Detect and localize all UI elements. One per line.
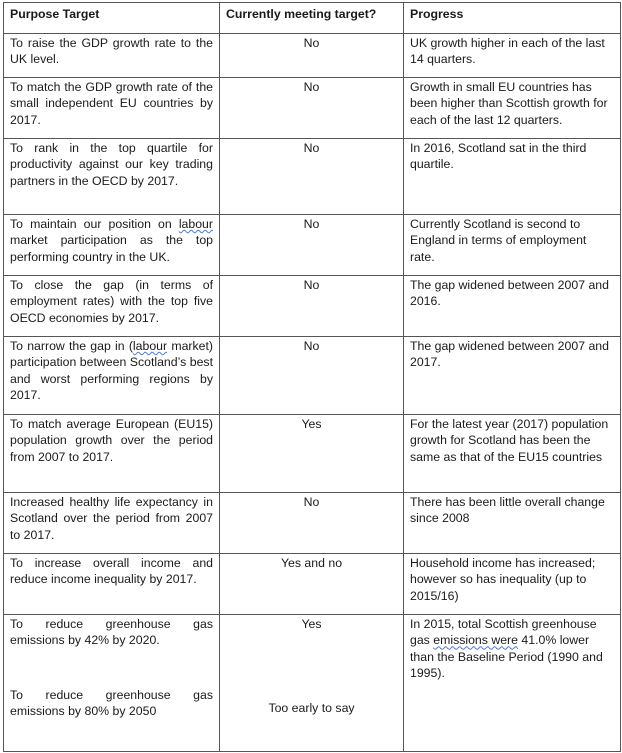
target-text: To maintain our position on — [10, 217, 179, 231]
meeting-cell: Yes — [220, 415, 404, 493]
target-cell: To close the gap (in terms of employment rates) with the top five OECD economies by 2017. — [4, 276, 220, 337]
target-cell — [4, 615, 220, 752]
meeting-cell: No — [220, 139, 404, 215]
progress-cell: There has been little overall change since 2008 — [404, 493, 621, 554]
table-row — [4, 276, 621, 337]
meeting-cell: No — [220, 337, 404, 415]
target-cell: To match the GDP growth rate of the small independent EU countries by 2017. — [4, 78, 220, 139]
meeting-value-2050: Too early to say — [268, 701, 355, 716]
progress-text: In 2015, total Scottish greenhouse gas — [410, 617, 597, 648]
target-cell — [4, 337, 220, 415]
purpose-header: Purpose Target — [4, 3, 220, 34]
table-row — [4, 215, 621, 276]
target-text: market participation as the top performing country in the UK. — [10, 233, 213, 264]
meeting-cell: No — [220, 276, 404, 337]
meeting-cell: No — [220, 34, 404, 78]
progress-cell: In 2016, Scotland sat in the third quartile. — [404, 139, 621, 215]
table-row — [4, 493, 621, 554]
target-text-2020: To reduce greenhouse gas emissions by 42% by 2020. — [10, 617, 213, 648]
progress-header: Progress — [404, 3, 621, 34]
table-row — [4, 34, 621, 78]
meeting-value-2020: Yes — [301, 617, 322, 631]
progress-cell: The gap widened between 2007 and 2016. — [404, 276, 621, 337]
progress-text: 41.0% lower than the Baseline Period (1990 and 1995). — [410, 633, 603, 680]
targets-table — [3, 2, 621, 752]
target-text: To narrow the gap in ( — [10, 339, 133, 353]
progress-cell: UK growth higher in each of the last 14 quarters. — [404, 34, 621, 78]
progress-cell: The gap widened between 2007 and 2017. — [404, 337, 621, 415]
target-text: market) participation between Scotland’s best and worst performing regions by 2017. — [10, 339, 213, 402]
meeting-header: Currently meeting target? — [220, 3, 404, 34]
target-text-2050: To reduce greenhouse gas emissions by 80% by 2050 — [10, 687, 213, 718]
target-cell: To raise the GDP growth rate to the UK level. — [4, 34, 220, 78]
table-row — [4, 78, 621, 139]
meeting-cell: No — [220, 493, 404, 554]
meeting-cell: No — [220, 215, 404, 276]
table-row — [4, 337, 621, 415]
progress-cell — [404, 615, 621, 752]
progress-cell: Currently Scotland is second to England in terms of employment rate. — [404, 215, 621, 276]
header-row — [4, 3, 621, 34]
table-row — [4, 139, 621, 215]
spellcheck-word: emissions were — [433, 633, 518, 648]
spellcheck-word: labour — [132, 339, 168, 353]
progress-cell: Household income has increased; however so has inequality (up to 2015/16) — [404, 554, 621, 615]
target-cell — [4, 215, 220, 276]
meeting-cell: Yes and no — [220, 554, 404, 615]
table-row — [4, 554, 621, 615]
progress-cell: Growth in small EU countries has been higher than Scottish growth for each of the last 12 quarters. — [404, 78, 621, 139]
meeting-cell — [220, 615, 404, 752]
progress-cell: For the latest year (2017) population growth for Scotland has been the same as that of the EU15 countries — [404, 415, 621, 493]
target-cell: Increased healthy life expectancy in Scotland over the period from 2007 to 2017. — [4, 493, 220, 554]
meeting-cell: No — [220, 78, 404, 139]
target-cell: To rank in the top quartile for productivity against our key trading partners in the OECD by 2017. — [4, 139, 220, 215]
target-cell: To match average European (EU15) population growth over the period from 2007 to 2017. — [4, 415, 220, 493]
table-row — [4, 615, 621, 752]
table-row — [4, 415, 621, 493]
spellcheck-word: labour — [178, 217, 213, 231]
target-cell: To increase overall income and reduce income inequality by 2017. — [4, 554, 220, 615]
